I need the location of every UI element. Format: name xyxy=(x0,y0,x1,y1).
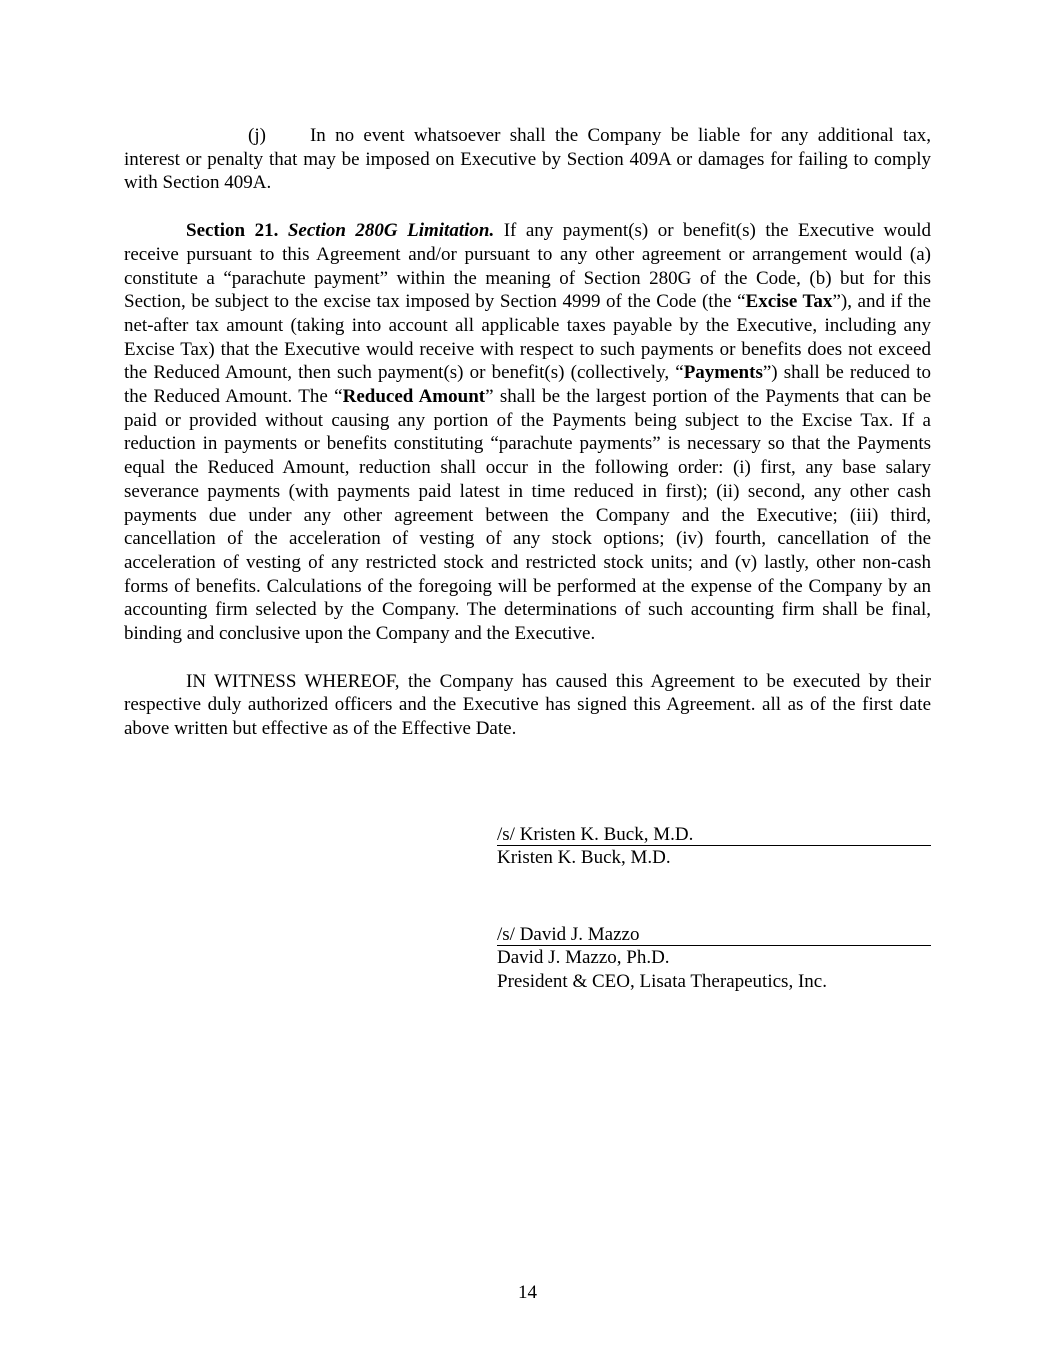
paragraph-j xyxy=(124,124,931,195)
section-21-text-2: ”), and if the net-after tax amount (taking into account all applicable taxes payable by the Executive, including any Excise Tax) that the Executive would receive with respect to such payments or benefits does not exceed the Reduced Amount, then such payment(s) or benefit(s) (collectively, “ xyxy=(124,291,931,384)
section-21-text-4: ” shall be the largest portion of the Payments that can be paid or provided without causing any portion of the Payments being subject to the Excise Tax. If a reduction in payments or benefits constituting “parachute payments” is necessary so that the Payments equal the Reduced Amount, reduction shall occur in the following order: (i) first, any base salary severance payments (with payments paid latest in time reduced in first); (ii) second, any other cash payments due under any other agreement between the Company and the Executive; (iii) third, cancellation of the acceleration of vesting of any stock options; (iv) fourth, cancellation of the acceleration of vesting of any restricted stock and restricted stock units; and (v) lastly, other non-cash forms of benefits. Calculations of the foregoing will be performed at the expense of the Company by an accounting firm selected by the Company. The determinations of such accounting firm shall be final, binding and conclusive upon the Company and the Executive. xyxy=(124,386,932,645)
signature-line: /s/ Kristen K. Buck, M.D. xyxy=(497,824,931,846)
signatory-name: Kristen K. Buck, M.D. xyxy=(497,847,671,868)
section-21-text-1: If any payment(s) or benefit(s) the Executive would receive pursuant to this Agreement and/or pursuant to any other agreement or arrangement would (a) constitute a “parachute payment” within the meaning of Section 280G of the Code, (b) but for this Section, be subject to the excise tax imposed by Section 4999 of the Code (the “ xyxy=(124,220,932,313)
signature-block-mazzo xyxy=(497,924,931,993)
paragraph-j-label: (j) xyxy=(248,125,266,146)
section-21-paragraph xyxy=(124,219,931,646)
signature-line: /s/ David J. Mazzo xyxy=(497,924,931,946)
witness-paragraph: IN WITNESS WHEREOF, the Company has caused this Agreement to be executed by their respective duly authorized officers and the Executive has signed this Agreement. all as of the first date above written but effective as of the Effective Date. xyxy=(124,670,931,740)
document-body xyxy=(124,124,931,741)
section-21-title: Section 280G Limitation. xyxy=(287,220,495,242)
section-21-number: Section 21. xyxy=(186,220,279,242)
signature-block-buck xyxy=(497,824,931,870)
term-payments: Payments xyxy=(683,362,763,384)
term-reduced-amount: Reduced Amount xyxy=(342,386,486,408)
paragraph-j-text: In no event whatsoever shall the Company be liable for any additional tax, interest or penalty that may be imposed on Executive by Section 409A or damages for failing to comply with Section 409A. xyxy=(124,125,931,194)
signatory-title: President & CEO, Lisata Therapeutics, Inc. xyxy=(497,970,827,992)
signatory-name: David J. Mazzo, Ph.D. xyxy=(497,947,670,968)
term-excise-tax: Excise Tax xyxy=(745,291,833,313)
section-21-text-3: ”) shall be reduced to the Reduced Amount. The “ xyxy=(124,362,931,408)
page-number: 14 xyxy=(518,1282,537,1303)
